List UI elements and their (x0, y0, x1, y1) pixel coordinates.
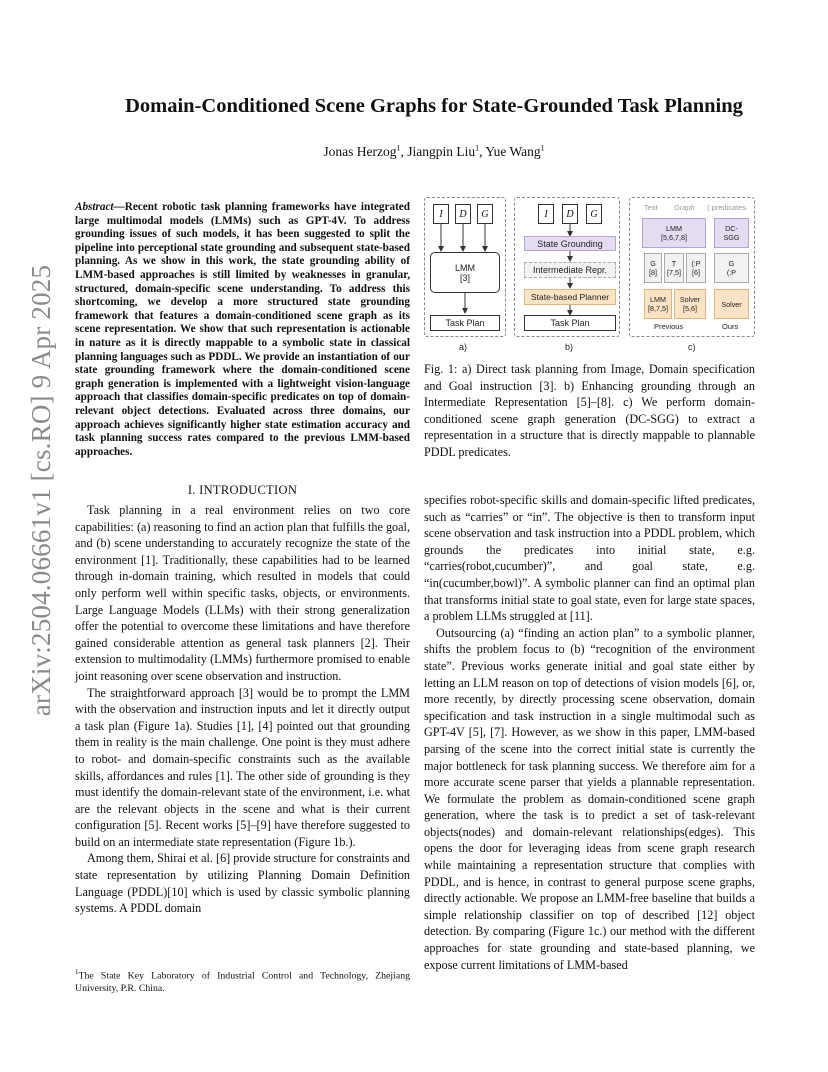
arxiv-id-text: arXiv:2504.06661v1 [cs.RO] 9 Apr 2025 (26, 264, 57, 716)
author-affiliation: 1 (540, 143, 545, 153)
c-repr-ref: [8] (649, 268, 657, 277)
arxiv-identifier (22, 264, 62, 716)
right-column-body (424, 492, 755, 973)
state-grounding-box: State Grounding (524, 236, 616, 251)
input-goal-box: G (477, 204, 493, 224)
panel-a-label: a) (459, 342, 468, 352)
lmm-label: LMM (455, 262, 475, 273)
left-column-body (75, 502, 410, 917)
footnote (75, 966, 410, 995)
body-paragraph: specifies robot-specific skills and domain-specific lifted predicates, such as “carries” or “in”. The objective is then to transform input scene observation and task instruction into a PDDL problem, which grounds the predicates into initial state, e.g. “carries(robot,cucumber)”, and goal state, e.g. “in(cucumber,bowl)”. A symbolic planner can find an optimal plan that transforms initial state to goal state, even for large state spaces, a problem LLMs struggled at [11]. (424, 493, 755, 624)
c-lmm-refs: [5,6,7,8] (661, 233, 687, 242)
c-dcsgg-box: DC-SGG (714, 218, 749, 248)
legend-text: Text (644, 203, 658, 212)
body-paragraph: Task planning in a real environment relies on two core capabilities: (a) reasoning to find an action plan that fulfills the goal, and (b) scene understanding to accurately recognize the state of the environment [1]. Traditionally, these capabilities had to be learned through in-domain training, which resulted in models that could only perform well within specific tasks, objects, or environments. Large Language Models (LLMs) with their strong generalization offer the potential to overcome these limitations and have therefore gained considerable attention as general task planners [2]. Their extension to multimodality (LMMs) furthermore promised to enable joint reasoning over scene observation and instruction. (75, 503, 410, 683)
footnote-text: The State Key Laboratory of Industrial Control and Technology, Zhejiang University, P.R. China. (75, 970, 410, 994)
c-repr-predicates (686, 253, 706, 283)
graph-icon: G (650, 259, 656, 268)
abstract-label: Abstract (75, 201, 114, 213)
text-icon: T (671, 259, 677, 268)
state-planner-box: State-based Planner (524, 289, 616, 305)
abstract-text: Recent robotic task planning frameworks have integrated large multimodal models (LMMs) such as GPT-4V. To address grounding issues of such models, it has been suggested to split the pipeline into perceptional state grounding and subsequent state-based planning. As we show in this work, the state grounding ability of LMM-based approaches is still limited by weaknesses in granular, structured, domain-specific scene understanding. To address this shortcoming, we develop a more structured state grounding framework that features a domain-conditioned scene graph as its scene representation. We show that such representation is actionable in nature as it is directly mappable to a symbolic state in classical planning languages such as PDDL. We provide an instantiation of our state grounding framework where the domain-conditioned scene graph generation is implemented with a lightweight vision-language approach that classifies domain-specific predicates on top of domain-relevant object detections. Evaluated across three domains, our approach achieves significantly higher state estimation accuracy and task planning success rates compared to the previous LMM-based approaches. (75, 201, 410, 458)
author-name: Jiangpin Liu (407, 144, 476, 159)
c-solver-label: Solver (679, 295, 701, 304)
abstract: Abstract—Recent robotic task planning frameworks have integrated large multimodal models (LMMs) such as GPT-4V. To address grounding issues of such models, it has been suggested to split the pipeline into perceptional state grounding and subsequent state-based planning. As we show in this work, the state grounding ability of LMM-based approaches is still limited by weaknesses in granular, structured, domain-specific scene understanding. To address this shortcoming, we develop a more structured state grounding framework that features a domain-conditioned scene graph as its scene representation. We show that such representation is actionable in nature as it is directly mappable to a symbolic state in classical planning languages such as PDDL. We provide an instantiation of our state grounding framework where the domain-conditioned scene graph generation is implemented with a lightweight vision-language approach that classifies domain-specific predicates on top of domain-relevant object detections. Evaluated across three domains, our approach achieves significantly higher state estimation accuracy and task planning success rates compared to the previous LMM-based approaches. (75, 201, 410, 458)
intermediate-repr-box: Intermediate Repr. (524, 262, 616, 278)
panel-b-label: b) (565, 342, 574, 352)
author-name: Jonas Herzog (323, 144, 397, 159)
c-solver-refs: [5,6] (683, 304, 697, 313)
c-repr-ref: [6] (692, 268, 700, 277)
task-plan-box: Task Plan (524, 315, 616, 331)
c-repr-graph (644, 253, 662, 283)
lmm-reference: [3] (459, 272, 470, 283)
c-ours-repr (714, 253, 749, 283)
section-heading: I. INTRODUCTION (187, 483, 298, 497)
c-planner-solver (674, 289, 706, 319)
author-name: Yue Wang (485, 144, 541, 159)
panel-c-label: c) (688, 342, 696, 352)
body-paragraph: Outsourcing (a) “finding an action plan” to a symbolic planner, shifts the problem focus to (b) “recognition of the environment state”. Previous works generate initial and goal state either by letting an LLM reason on top of detections of vision models [6], or, more recently, by directly processing scene observation, domain specification and task instruction in a single multimodal such as GPT-4V [5], [7]. However, as we show in this paper, LMM-based parsing of the scene into the correct initial state is currently the major bottleneck for task planning success. We therefore aim for a more accurate scene parser that yields a plannable representation. We formulate the problem as domain-conditioned scene graph generation, where the task is to predict a set of task-relevant objects(nodes) and domain-relevant relationships(edges). This opens the door for leveraging ideas from scene graph research while maintaining a representation structure that complies with PDDL, and is hence, in contrast to general purpose scene graphs, directly actionable. We propose an LMM-free baseline that builds a simple relationship classifier on top of described [12] object detection. By comparing (Figure 1c.) our method with the different approaches for state grounding and state-based planning, we expose current limitations of LMM-based (424, 625, 755, 972)
c-repr-text (664, 253, 684, 283)
author-affiliation: 1 (475, 143, 480, 153)
paper-title: Domain-Conditioned Scene Graphs for State-Grounded Task Planning (125, 95, 743, 117)
c-plan-lmm-label: LMM (650, 295, 666, 304)
legend-predicates: (:predicates (707, 203, 747, 212)
input-goal-box: G (586, 204, 602, 224)
author-affiliation: 1 (396, 143, 401, 153)
input-domain-box: D (455, 204, 471, 224)
lmm-box (430, 252, 500, 293)
predicates-icon: (:P (691, 259, 701, 268)
input-image-box: I (538, 204, 554, 224)
c-planner-lmm (644, 289, 672, 319)
body-paragraph: Among them, Shirai et al. [6] provide structure for constraints and state representation by utilizing Planning Domain Definition Language (PDDL)[10] which is used by classic symbolic planning systems. A PDDL domain (75, 851, 410, 916)
task-plan-box: Task Plan (430, 315, 500, 331)
c-previous-label: Previous (654, 322, 684, 331)
legend-graph: Graph (674, 203, 695, 212)
c-repr-ref: [7,5] (667, 268, 681, 277)
c-ours-solver: Solver (714, 289, 749, 319)
graph-icon: G (728, 259, 735, 268)
author-list: Jonas Herzog$^1$, Jiangpin Liu$^1$, Yue Wang$^1$ (323, 143, 545, 159)
figure-1 (424, 196, 756, 356)
c-lmm-grounding-box (642, 218, 706, 248)
predicates-icon: (:P (726, 268, 737, 277)
c-ours-label: Ours (722, 322, 739, 331)
figure-caption: Fig. 1: a) Direct task planning from Image, Domain specification and Goal instruction [3]. b) Enhancing grounding through an Intermediate Representation [5]–[8]. c) We perform domain-conditioned scene graph generation (DC-SGG) to extract a representation in a structure that is directly mappable to plannable PDDL predicates. (424, 362, 755, 459)
body-paragraph: The straightforward approach [3] would be to prompt the LMM with the observation and instruction inputs and let it directly output a task plan (Figure 1a). Studies [1], [4] pointed out that grounding them in reality is the main challenge. One point is they must adhere to robot- and domain-specific constraints such as the available skills, affordances and rules [1]. The other side of grounding is they must identify the domain-relevant state of the environment, i.e. what are the relevant objects in the scene and what is their current configuration [5]. Recent works [5]–[9] have therefore suggested to build on an intermediate state representation (Figure 1b.). (75, 685, 410, 849)
input-image-box: I (433, 204, 449, 224)
footnote-mark: 1 (75, 968, 79, 976)
c-lmm-label: LMM (666, 224, 682, 233)
c-plan-lmm-refs: [8,7,5] (648, 304, 668, 313)
input-domain-box: D (562, 204, 578, 224)
